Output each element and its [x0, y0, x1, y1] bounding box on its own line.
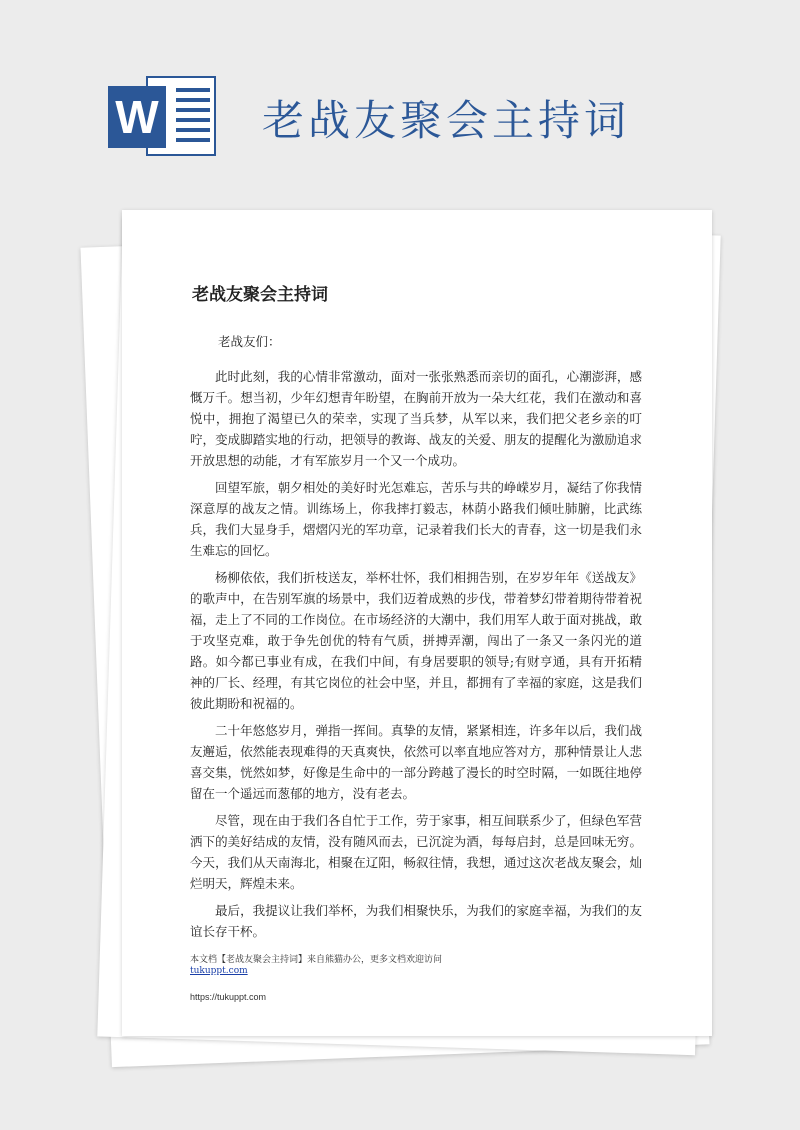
- word-document-icon: [108, 72, 218, 160]
- paragraph: 此时此刻，我的心情非常激动，面对一张张熟悉而亲切的面孔，心潮澎湃，感慨万千。想当初，少年幻想青年盼望，在胸前开放为一朵大红花，我们在激动和喜悦中，拥抱了渴望已久的荣幸，实现了当兵梦，从军以来，我们把父老乡亲的叮咛，变成脚踏实地的行动，把领导的教诲、战友的关爱、朋友的提醒化为激励追求开放思想的动能，才有军旅岁月一个又一个成功。: [190, 369, 642, 468]
- paragraph: 杨柳依依，我们折枝送友，举杯壮怀，我们相拥告别，在岁岁年年《送战友》的歌声中，在告别军旗的场景中，我们迈着成熟的步伐，带着梦幻带着期待带着祝福，走上了不同的工作岗位。在市场经济的大潮中，我们用军人敢于面对挑战，敢于攻坚克难，敢于争先创优的特有气质，拼搏弄潮，闯出了一条又一条闪光的道路。如今都已事业有成，在我们中间，有身居要职的领导;有财亨通，具有开拓精神的厂长、经理，有其它岗位的社会中坚，并且，都拥有了幸福的家庭，这是我们彼此期盼和祝福的。: [190, 570, 642, 711]
- salutation: 老战友们：: [218, 334, 281, 349]
- header-banner: [0, 0, 800, 210]
- paragraph: 尽管，现在由于我们各自忙于工作，劳于家事，相互间联系少了，但绿色军营洒下的美好结成的友情，没有随风而去，已沉淀为酒，每每启封，总是回味无穷。今天，我们从天南海北，相聚在辽阳，畅叙往情，我想，通过这次老战友聚会，灿烂明天，辉煌未来。: [190, 813, 642, 891]
- text-line-icon: [176, 138, 210, 142]
- text-line-icon: [176, 118, 210, 122]
- source-note: 本文档【老战友聚会主持词】来自熊猫办公，更多文档欢迎访问: [190, 955, 443, 965]
- banner-title: 老战友聚会主持词: [262, 96, 631, 145]
- text-line-icon: [176, 108, 210, 112]
- document-title: 老战友聚会主持词: [192, 285, 328, 305]
- document-page: [122, 210, 712, 1036]
- source-link[interactable]: tukuppt.com: [190, 966, 248, 976]
- page-footer-url: https://tukuppt.com: [190, 992, 267, 1002]
- word-w-logo: W: [108, 86, 166, 148]
- document-body: [190, 280, 642, 976]
- text-line-icon: [176, 98, 210, 102]
- text-line-icon: [176, 128, 210, 132]
- paragraph: 最后，我提议让我们举杯，为我们相聚快乐，为我们的家庭幸福，为我们的友谊长存干杯。: [190, 903, 642, 939]
- paragraph: 回望军旅，朝夕相处的美好时光怎难忘，苦乐与共的峥嵘岁月，凝结了你我情深意厚的战友之情。训练场上，你我摔打毅志，林荫小路我们倾吐肺腑，比武练兵，我们大显身手，熠熠闪光的军功章，记录着我们长大的青春，这一切是我们永生难忘的回忆。: [190, 480, 642, 558]
- paragraph: 二十年悠悠岁月，弹指一挥间。真挚的友情，紧紧相连，许多年以后，我们战友邂逅，依然能表现难得的天真爽快，依然可以率直地应答对方，那种情景让人悲喜交集，恍然如梦，好像是生命中的一部分跨越了漫长的时空时隔，一如既往地停留在一个遥远而葱郁的地方，没有老去。: [190, 723, 642, 801]
- text-line-icon: [176, 88, 210, 92]
